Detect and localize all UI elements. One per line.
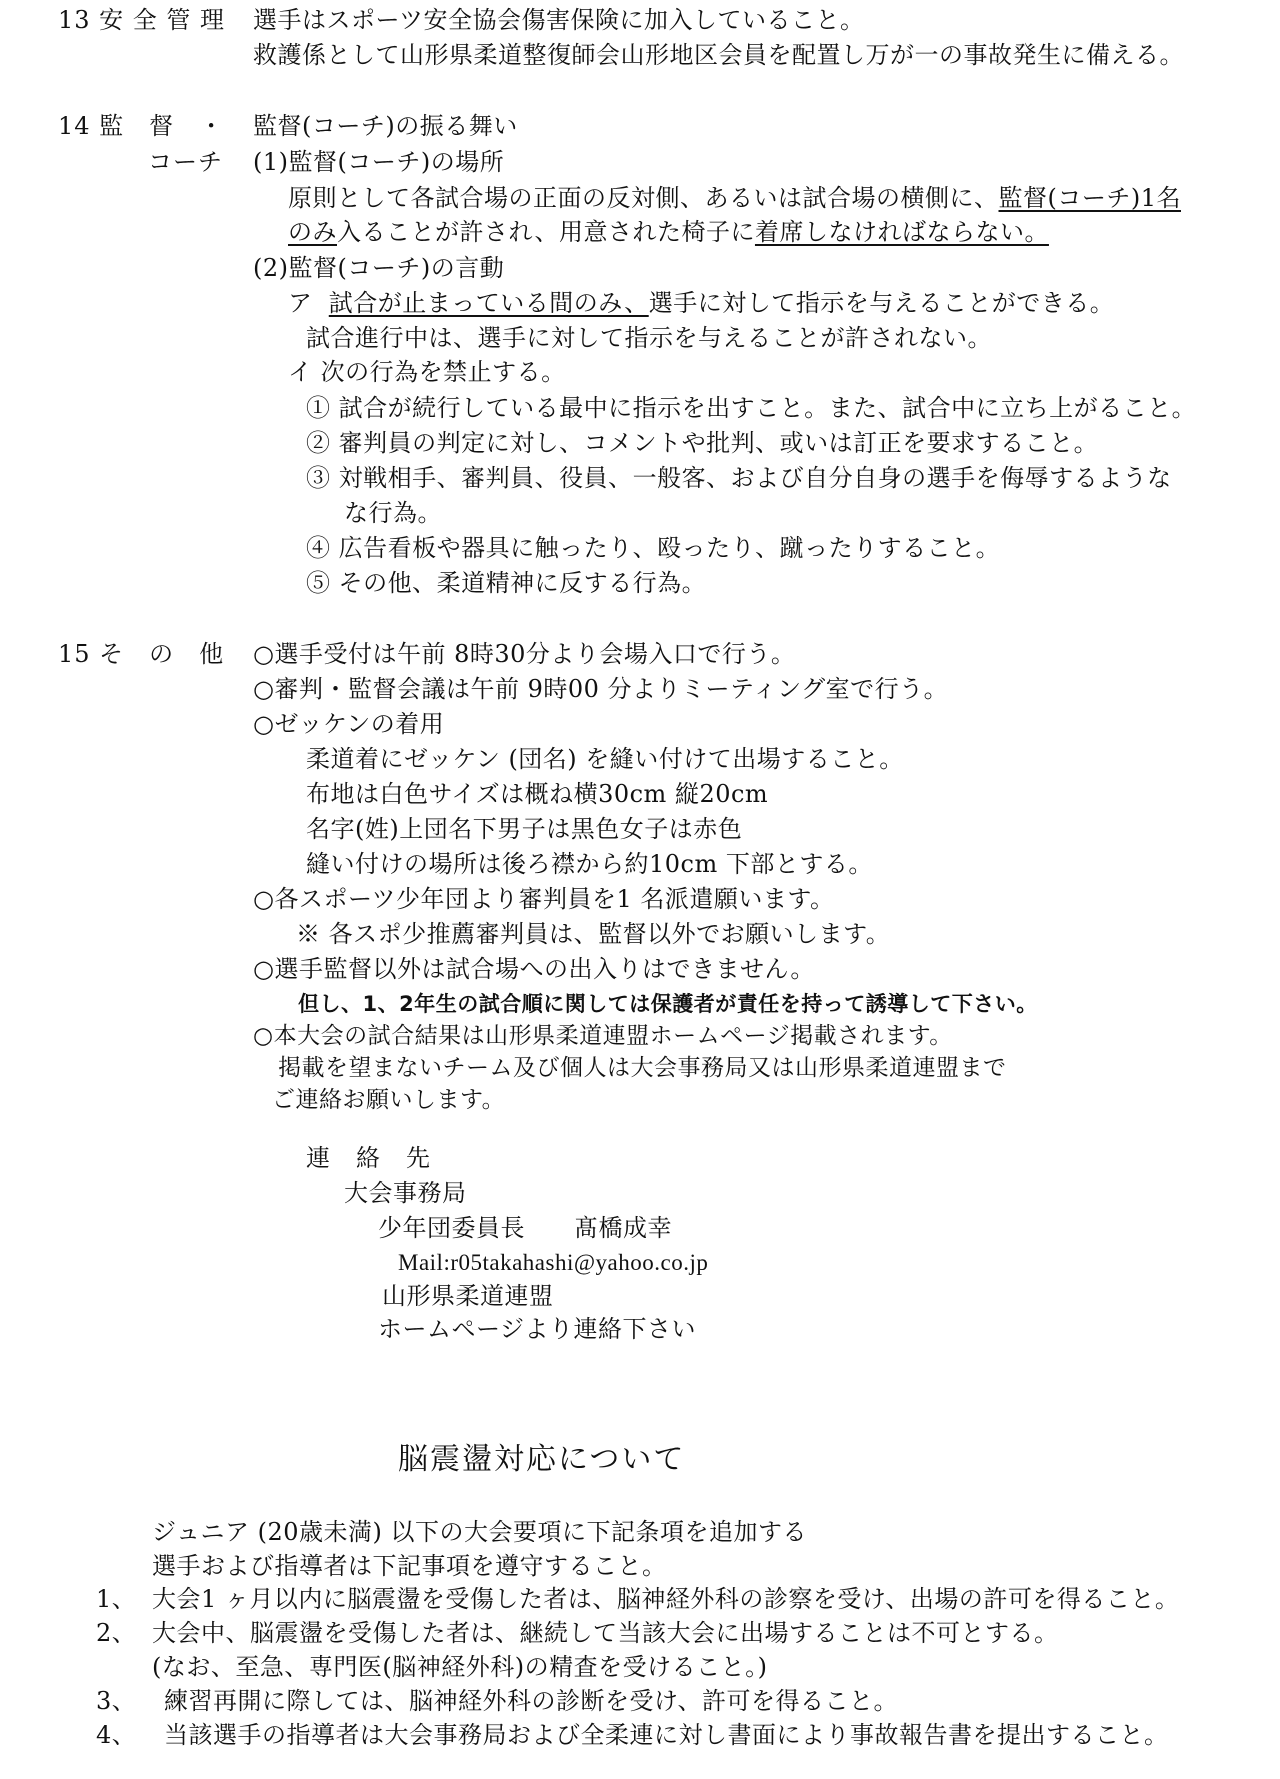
other-line-3: ○ゼッケンの着用 bbox=[253, 710, 445, 738]
coach-location-text-2b: 入ることが許され、用意された椅子に bbox=[337, 218, 755, 246]
section-14-title: 監督(コーチ)の振る舞い bbox=[253, 112, 518, 140]
concussion-rule-2: 大会中、脳震盪を受傷した者は、継続して当該大会に出場することは不可とする。 bbox=[152, 1619, 1059, 1647]
contact-label: 連 絡 先 bbox=[306, 1144, 431, 1172]
section-13-line-2: 救護係として山形県柔道整復師会山形地区会員を配置し万が一の事故発生に備える。 bbox=[253, 41, 1184, 69]
concussion-intro-1: ジュニア (20歳未満) 以下の大会要項に下記条項を追加する bbox=[152, 1518, 808, 1546]
contact-office: 大会事務局 bbox=[344, 1179, 467, 1207]
conduct-a-line-1 bbox=[288, 287, 1114, 319]
other-line-7: 縫い付けの場所は後ろ襟から約10cm 下部とする。 bbox=[306, 850, 873, 878]
concussion-title: 脳震盪対応について bbox=[398, 1442, 686, 1477]
coach-location-underline-2: のみ bbox=[288, 218, 337, 246]
coach-location-text-1a: 原則として各試合場の正面の反対側、あるいは試合場の横側に、 bbox=[288, 184, 999, 212]
coach-location-underline-3: 着席しなければならない。 bbox=[754, 218, 1049, 246]
concussion-number-2: 2、 bbox=[96, 1619, 137, 1647]
contact-email: Mail:r05takahashi@yahoo.co.jp bbox=[398, 1250, 709, 1275]
conduct-a-line-2: 試合進行中は、選手に対して指示を与えることが許されない。 bbox=[306, 324, 992, 352]
other-line-10: ○選手監督以外は試合場への出入りはできません。 bbox=[253, 955, 815, 983]
concussion-rule-2-note: (なお、至急、専門医(脳神経外科)の精査を受けること。) bbox=[152, 1653, 768, 1681]
contact-person: 少年団委員長 髙橋成幸 bbox=[378, 1214, 672, 1242]
concussion-rule-4: 当該選手の指導者は大会事務局および全柔連に対し書面により事故報告書を提出すること。 bbox=[164, 1721, 1169, 1749]
concussion-number-4: 4、 bbox=[96, 1721, 137, 1749]
contact-homepage: ホームページより連絡下さい bbox=[378, 1315, 697, 1343]
other-line-13: 掲載を望まないチーム及び個人は大会事務局又は山形県柔道連盟まで bbox=[278, 1055, 1007, 1081]
coach-location-underline-1: 監督(コーチ)1名 bbox=[998, 184, 1181, 212]
other-line-4: 柔道着にゼッケン (団名) を縫い付けて出場すること。 bbox=[306, 745, 904, 773]
other-line-9: ※ 各スポ少推薦審判員は、監督以外でお願いします。 bbox=[296, 920, 891, 948]
other-line-6: 名字(姓)上団名下男子は黒色女子は赤色 bbox=[306, 815, 743, 843]
prohibited-item-3: ③ 対戦相手、審判員、役員、一般客、および自分自身の選手を侮辱するような bbox=[306, 464, 1172, 492]
coach-location-heading: (1)監督(コーチ)の場所 bbox=[253, 148, 505, 176]
other-line-8: ○各スポーツ少年団より審判員を1 名派遣願います。 bbox=[253, 885, 835, 913]
concussion-rule-3: 練習再開に際しては、脳神経外科の診断を受け、許可を得ること。 bbox=[164, 1687, 899, 1715]
section-15-heading: 15 そ の 他 bbox=[58, 640, 225, 668]
prohibited-item-3-cont: な行為。 bbox=[344, 499, 442, 527]
conduct-a-underline: 試合が止まっている間のみ、 bbox=[328, 289, 649, 317]
other-line-11: 但し、1、2年生の試合順に関しては保護者が責任を持って誘導して下さい。 bbox=[298, 992, 1038, 1016]
section-14-heading-sub: コーチ bbox=[148, 148, 223, 176]
coach-location-text-1 bbox=[288, 182, 1181, 214]
concussion-intro-2: 選手および指導者は下記事項を遵守すること。 bbox=[152, 1552, 667, 1580]
prohibited-item-5: ⑤ その他、柔道精神に反する行為。 bbox=[306, 569, 707, 597]
section-14-heading: 14 監 督 ・ bbox=[58, 112, 225, 140]
other-line-2: ○審判・監督会議は午前 9時00 分よりミーティング室で行う。 bbox=[253, 675, 949, 703]
concussion-number-1: 1、 bbox=[96, 1585, 137, 1613]
conduct-a-rest: 選手に対して指示を与えることができる。 bbox=[648, 289, 1115, 317]
prohibited-item-4: ④ 広告看板や器具に触ったり、殴ったり、蹴ったりすること。 bbox=[306, 534, 1001, 562]
other-line-1: ○選手受付は午前 8時30分より会場入口で行う。 bbox=[253, 640, 796, 668]
other-line-12: ○本大会の試合結果は山形県柔道連盟ホームページ掲載されます。 bbox=[253, 1023, 953, 1049]
other-line-14: ご連絡お願いします。 bbox=[272, 1087, 506, 1113]
coach-location-text-2 bbox=[288, 216, 1049, 248]
concussion-number-3: 3、 bbox=[96, 1687, 137, 1715]
coach-conduct-heading: (2)監督(コーチ)の言動 bbox=[253, 254, 505, 282]
concussion-rule-1: 大会1 ヶ月以内に脳震盪を受傷した者は、脳神経外科の診察を受け、出場の許可を得ること。 bbox=[152, 1585, 1180, 1613]
contact-federation: 山形県柔道連盟 bbox=[382, 1282, 554, 1310]
section-13-line-1: 選手はスポーツ安全協会傷害保険に加入していること。 bbox=[253, 6, 865, 34]
section-13-heading: 13 安 全 管 理 bbox=[58, 6, 226, 34]
other-line-5: 布地は白色サイズは概ね横30cm 縦20cm bbox=[306, 780, 769, 808]
conduct-i-line: イ 次の行為を禁止する。 bbox=[288, 358, 566, 386]
conduct-a-mark: ア bbox=[288, 289, 313, 317]
prohibited-item-1: ① 試合が続行している最中に指示を出すこと。また、試合中に立ち上がること。 bbox=[306, 394, 1197, 422]
prohibited-item-2: ② 審判員の判定に対し、コメントや批判、或いは訂正を要求すること。 bbox=[306, 429, 1099, 457]
